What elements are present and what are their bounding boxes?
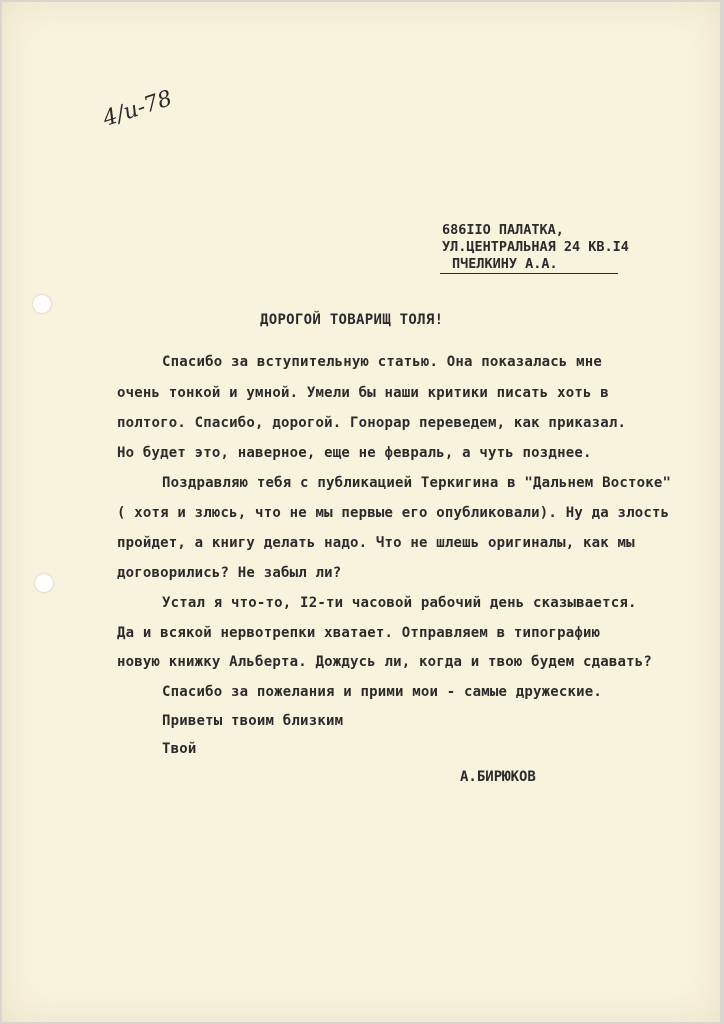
body-line: пройдет, а книгу делать надо. Что не шлешь оригиналы, как мы (117, 535, 635, 551)
body-line: Спасибо за пожелания и прими мои - самые дружеские. (162, 684, 603, 700)
body-line: Да и всякой нервотрепки хватает. Отправляем в типографию (117, 625, 601, 641)
body-line: очень тонкой и умной. Умели бы наши критики писать хоть в (117, 385, 609, 401)
body-line: новую книжку Альберта. Дождусь ли, когда и твою будем сдавать? (117, 654, 652, 670)
body-line: ( хотя и злюсь, что не мы первые его опубликовали). Ну да злость (117, 505, 670, 521)
address-line-2: УЛ.ЦЕНТРАЛЬНАЯ 24 КВ.I4 (442, 239, 629, 255)
greeting: ДОРОГОЙ ТОВАРИЩ ТОЛЯ! (260, 312, 444, 328)
letter-page (2, 2, 720, 1022)
address-line-1: 686IIO ПАЛАТКА, (442, 222, 564, 238)
body-line: Твой (162, 741, 197, 757)
body-line: Приветы твоим близким (162, 713, 344, 729)
punch-hole-top (33, 295, 51, 313)
body-line: договорились? Не забыл ли? (117, 565, 342, 581)
body-line: Поздравляю тебя с публикацией Теркигина в "Дальнем Востоке" (162, 475, 672, 491)
body-line: Спасибо за вступительную статью. Она показалась мне (162, 354, 603, 370)
body-line: Устал я что-то, I2-ти часовой рабочий день сказывается. (162, 595, 637, 611)
signature: А.БИРЮКОВ (460, 769, 536, 785)
punch-hole-bottom (35, 574, 53, 592)
address-recipient: ПЧЕЛКИНУ А.А. (440, 256, 618, 274)
body-line: полтого. Спасибо, дорогой. Гонорар переведем, как приказал. (117, 415, 627, 431)
address-block (442, 222, 629, 274)
body-line: Но будет это, наверное, еще не февраль, а чуть позднее. (117, 445, 592, 461)
archive-mark: 4/и-78 (100, 86, 176, 132)
